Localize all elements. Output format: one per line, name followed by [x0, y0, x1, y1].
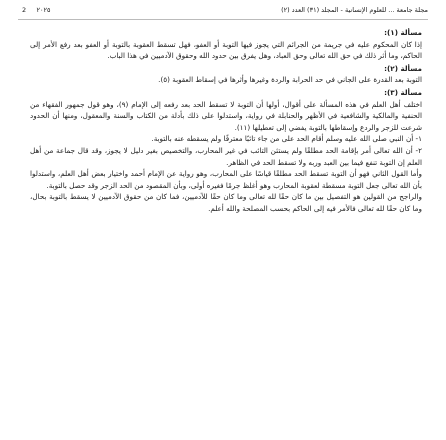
section-heading: مسألة (٣):	[384, 87, 422, 97]
paragraph: اختلف أهل العلم في هذه المسألة على أقوال، أولها أن التوبة لا تسقط الحد بعد رفعه إلى الإمام (٩)، وهو قول جمهور الفقهاء من الحنفية والمالكية والشافعية في الأظهر والحنابلة في رواية، واستدلوا على ذلك بأدلة من الكتاب والسنة والمعقول، ومنها أن الحدود شرعت للزجر والردع وإسقاطها بالتوبة يفضي إلى تعطيلها (١١).	[30, 99, 422, 132]
page-header	[0, 0, 446, 20]
paragraph: التوبة بعد القدرة على الجاني في حد الحرابة والردة وغيرها وأثرها في إسقاط العقوبة (٥).	[158, 75, 422, 85]
section-2	[30, 63, 422, 86]
paragraph: ٢- أن الله تعالى أمر بإقامة الحد مطلقًا ولم يستثن التائب في غير المحارب، والتخصيص بغير دليل لا يجوز، وقد قال جماعة من أهل العلم إن التوبة تنفع فيما بين العبد وربه ولا تسقط الحد في الظاهر.	[30, 145, 422, 167]
section-heading: مسألة (٢):	[384, 63, 422, 73]
paragraph: ١- أن النبي صلى الله عليه وسلم أقام الحد على من جاء تائبًا معترفًا ولم يسقطه عنه بالتوبة.	[151, 134, 422, 144]
paragraph: والراجح من القولين هو التفصيل بين ما كان حقًا لله تعالى وما كان حقًا للآدميين، فما كان من حقوق الآدميين لا يسقط بالتوبة بحال، وما كان حقًا لله تعالى فالأمر فيه إلى الحاكم بحسب المصلحة والله أعلم.	[30, 192, 422, 213]
section-heading: مسألة (١):	[384, 28, 422, 37]
page-body	[30, 26, 422, 215]
header-rule	[18, 19, 428, 20]
journal-title: مجلة جامعة ... للعلوم الإنسانية - المجلد (٣١) العدد (٢)	[281, 6, 428, 14]
section-3	[30, 87, 422, 215]
page-number: 2 ٢٠٢٥	[22, 6, 51, 14]
paragraph: إذا كان المحكوم عليه في جريمة من الجرائم التي يجوز فيها التوبة أو العفو، فهل تسقط العقوبة بالتوبة أو العفو بعد رفع الأمر إلى الحاكم، وما أثر ذلك في حق الله تعالى وحق العباد، وهل يفرق بين حدود الله وحقوق الآدميين في هذا الباب.	[30, 39, 422, 61]
paragraph: وأما القول الثاني فهو أن التوبة تسقط الحد مطلقًا قياسًا على المحارب، وهو رواية عن الإمام أحمد واختيار بعض أهل العلم، واستدلوا بأن الله تعالى جعل التوبة مسقطة لعقوبة المحارب وهو أغلظ جرمًا فغيره أولى، وبأن المقصود من الحد الزجر وقد حصل بالتوبة.	[30, 169, 422, 190]
header-year: ٢٠٢٥	[36, 6, 51, 14]
section-1	[30, 27, 422, 62]
